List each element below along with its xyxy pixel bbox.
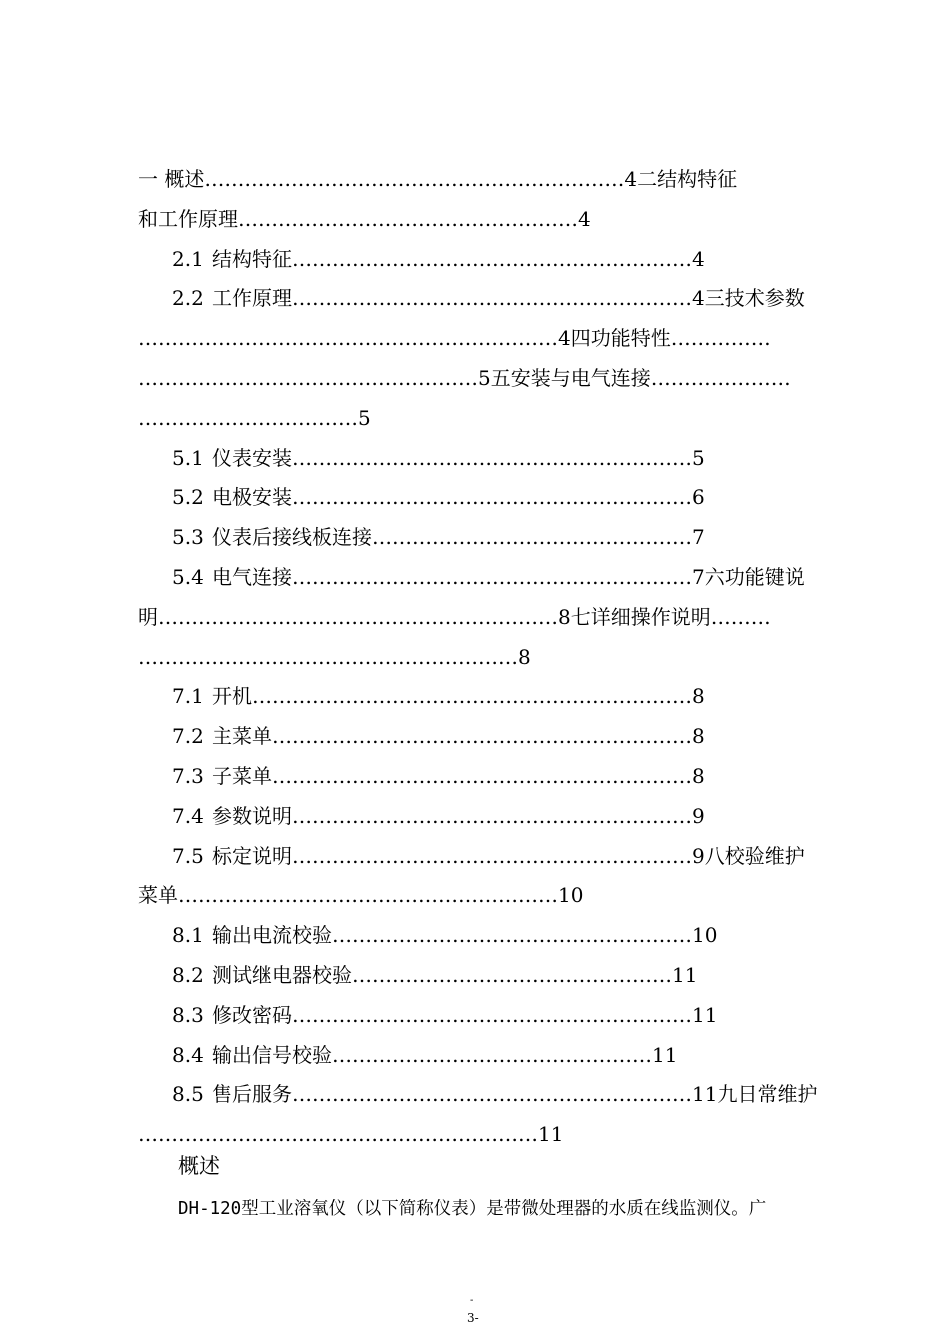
toc-line [138,604,828,630]
toc-title: 标定说明 [212,844,292,868]
toc-leader: ………………………………………… [332,1043,652,1067]
toc-title: 工作原理 [212,286,292,310]
toc-title: 修改密码 [212,1003,292,1027]
toc-page: 5 [692,446,705,470]
toc-number: 5.1 [172,446,204,470]
toc-page: 4 [578,207,591,231]
toc-number: 7.5 [172,844,204,868]
toc-leader: ………………………………………………… [138,645,518,669]
toc-number: 8.1 [172,923,204,947]
toc-number: 7.3 [172,764,204,788]
toc-number: 2.2 [172,286,204,310]
toc-leader: ……………………………………………………… [204,167,625,191]
toc-continuation: 四功能特性…………… [570,326,771,350]
model-code: DH-120 [178,1199,242,1219]
toc-page: 11 [538,1122,564,1146]
toc-number: 7.1 [172,684,204,708]
toc-title: 菜单 [138,883,178,907]
toc-leader: …………………………………………………… [292,446,692,470]
toc-line [172,285,862,311]
toc-continuation: 七详细操作说明……… [570,605,771,629]
toc-page: 4 [558,326,571,350]
toc-title: 主菜单 [212,724,272,748]
toc-page: 7 [692,525,705,549]
toc-title: 开机 [212,684,252,708]
toc-title: 仪表后接线板连接 [212,525,372,549]
toc-leader: ………………………………………………… [178,883,558,907]
toc-leader: ………………………………………………………… [252,684,692,708]
footer-dash: - [470,1295,474,1306]
toc-line [172,484,862,510]
toc-line [172,803,862,829]
toc-line [138,644,828,670]
toc-title: 参数说明 [212,804,292,828]
toc-line [172,564,862,590]
toc-page: 9 [692,844,705,868]
toc-number: 5.3 [172,525,204,549]
toc-leader: ……………………………………………………… [272,724,692,748]
toc-number: 7.4 [172,804,204,828]
toc-page: 5 [358,406,371,430]
toc-line [138,365,828,391]
toc-page: 11 [652,1043,678,1067]
toc-number: 8.5 [172,1082,204,1106]
toc-line [172,843,862,869]
toc-title: 仪表安装 [212,446,292,470]
toc-page: 8 [692,724,705,748]
toc-line [172,763,862,789]
toc-number: 5.2 [172,485,204,509]
toc-line [172,1081,862,1107]
toc-title: 一 概述 [138,167,205,191]
toc-title: 电极安装 [212,485,292,509]
toc-title: 和工作原理 [138,207,238,231]
toc-page: 9 [692,804,705,828]
toc-page: 5 [478,366,491,390]
toc-number: 5.4 [172,565,204,589]
toc-line [172,683,862,709]
toc-leader: …………………………………………… [138,366,478,390]
toc-leader: …………………………………………………… [292,1082,692,1106]
toc-leader: …………………………………………………… [292,485,692,509]
toc-page: 10 [692,923,718,947]
toc-line [138,882,828,908]
toc-title: 结构特征 [212,247,292,271]
toc-number: 8.4 [172,1043,204,1067]
toc-page: 8 [692,764,705,788]
toc-line [138,1121,828,1147]
intro-text: 型工业溶氧仪（以下简称仪表）是带微处理器的水质在线监测仪。广 [241,1199,767,1219]
toc-leader: …………………………………………………… [292,565,692,589]
toc-number: 8.2 [172,963,204,987]
toc-title: 输出电流校验 [212,923,332,947]
toc-leader: …………………………………………… [238,207,578,231]
toc-number: 8.3 [172,1003,204,1027]
toc-page: 11 [672,963,698,987]
toc-leader: …………………………………………………… [292,247,692,271]
toc-title: 售后服务 [212,1082,292,1106]
toc-page: 8 [518,645,531,669]
toc-title: 输出信号校验 [212,1043,332,1067]
toc-line [172,723,862,749]
toc-page: 7 [692,565,705,589]
toc-page: 8 [558,605,571,629]
toc-leader: …………………………… [138,406,358,430]
toc-title: 明 [138,605,158,629]
page-number: 3- [467,1311,479,1325]
toc-title: 子菜单 [212,764,272,788]
toc-continuation: 八校验维护 [704,844,805,868]
toc-continuation: 九日常维护 [717,1082,818,1106]
toc-line [172,246,862,272]
toc-leader: …………………………………………………… [292,1003,692,1027]
toc-line [138,325,828,351]
toc-line [172,1002,862,1028]
intro-paragraph [178,1196,766,1222]
toc-page: 8 [692,684,705,708]
toc-line [172,962,862,988]
toc-line [172,524,862,550]
toc-title: 测试继电器校验 [212,963,352,987]
toc-line [138,405,828,431]
toc-leader: …………………………………………………… [158,605,558,629]
toc-line [138,206,828,232]
toc-page: 4 [692,247,705,271]
toc-leader: …………………………………………………… [138,1122,538,1146]
toc-page: 4 [624,167,638,191]
toc-number: 2.1 [172,247,204,271]
toc-line [138,166,828,192]
toc-line [172,922,862,948]
toc-line [172,445,862,471]
toc-leader: ……………………………………………………… [138,326,558,350]
toc-page: 4 [692,286,705,310]
toc-leader: ……………………………………………… [332,923,692,947]
toc-continuation: 五安装与电气连接………………… [490,366,791,390]
toc-continuation: 二结构特征 [637,167,738,191]
toc-leader: ………………………………………… [352,963,672,987]
toc-page: 11 [692,1082,718,1106]
toc-leader: …………………………………………………… [292,804,692,828]
toc-page: 6 [692,485,705,509]
toc-leader: …………………………………………………… [292,844,692,868]
toc-title: 电气连接 [212,565,292,589]
toc-line [172,1042,862,1068]
toc-leader: ……………………………………………………… [272,764,692,788]
toc-continuation: 六功能键说 [704,565,805,589]
section-title: 概述 [178,1154,220,1178]
toc-leader: ………………………………………… [372,525,692,549]
toc-number: 7.2 [172,724,204,748]
toc-continuation: 三技术参数 [704,286,805,310]
toc-page: 11 [692,1003,718,1027]
toc-page: 10 [558,883,584,907]
toc-leader: …………………………………………………… [292,286,692,310]
